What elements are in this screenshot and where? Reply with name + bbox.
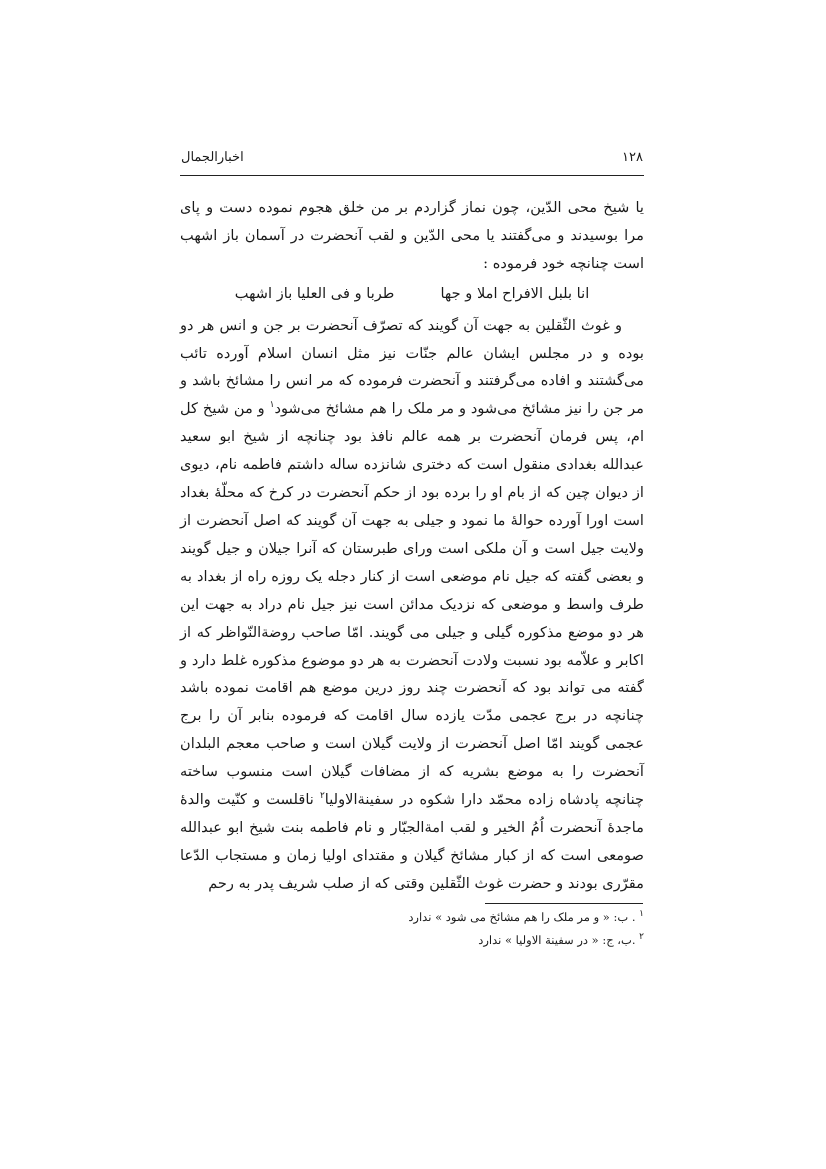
main-text — [180, 194, 644, 898]
verse-hemistich-2: طربا و فی العلیا باز اشهب — [234, 284, 395, 302]
footnote-ref-1[interactable]: ۱ — [269, 400, 275, 411]
page-header — [181, 150, 643, 165]
footnote-1 — [300, 906, 644, 929]
page-number: ۱۲۸ — [622, 150, 643, 165]
paragraph-2-part-b: و من شیخ کل ام، پس فرمان آنحضرت بر همه عالم نافذ بود چنانچه از شیخ ابو سعید عبدالله بغدادی منقول است که دختری شانزده ساله داشتم فاطمه نام، دیوی از دیوان چین که از بام او را برده بود از حکم آنحضرت در کرخ که محلّهٔ بغداد است اورا آورده حوالهٔ ما نمود و جیلی به جهت آن گویند که اصل آنحضرت از ولایت جیل است و آن ملکی است ورای طبرستان که آنرا جیلان و جیل گویند و بعضی گفته که جیل نام موضعی است از کنار دجله یک روزه راه از بغداد به طرف واسط و موضعی که نزدیک مدائن است نیز جیل نام دراد به جهت این هر دو موضع مذکوره گیلی و جیلی می گویند. امّا صاحب روضةالنّواظر که از اکابر و علاّمه بود نسبت ولادت آنحضرت به هر دو موضوع مذکوره غلط دارد و گفته می تواند بود که آنحضرت چند روز درین موضع هم اقامت نموده باشد چنانچه در برج عجمی مدّت یازده سال اقامت که فرموده بنابر آن را برج عجمی گویند امّا اصل آنحضرت از ولایت گیلان است و صاحب معجم البلدان آنحضرت را به موضع بشریه که از مضافات گیلان است منسوب ساخته چنانچه پادشاه زاده محمّد دارا شکوه در سفینةالاولیا — [180, 400, 645, 809]
footnote-2-text: .ب، ج: « در سفینة الاولیا » ندارد — [478, 933, 636, 947]
paragraph-2-part-a: و غوث الثّقلین به جهت آن گویند که تصرّف آنحضرت بر جن و انس هر دو بوده و در مجلس ایشان عالم جنّات نیز مثل انسان اسلام آورده تائب می‌گشتند و افاده می‌گرفتند و آنحضرت فرموده که مر انس را مشائخ باشد و مر جن را نیز مشائخ می‌شود و مر ملک را هم مشائخ می‌شود — [180, 316, 644, 418]
paragraph-1: یا شیخ محی الدّین، چون نماز گزاردم بر من خلق هجوم نموده دست و پای مرا بوسیدند و می‌گفتند یا محی الدّین و لقب آنحضرت در آسمان باز اشهب است چنانچه خود فرموده : — [180, 199, 644, 272]
footnote-1-marker: ۱ — [639, 909, 644, 920]
footnote-1-text: . ب: « و مر ملک را هم مشائخ می شود » ندارد — [408, 910, 636, 924]
verse-line — [180, 280, 644, 308]
footnote-2 — [300, 929, 644, 952]
footnote-ref-2[interactable]: ۲ — [319, 791, 325, 802]
footnotes — [300, 906, 644, 952]
verse-hemistich-1: انا بلبل الافراح املا و جها — [440, 284, 590, 302]
running-title: اخبارالجمال — [181, 150, 244, 165]
header-rule — [180, 175, 644, 176]
footnote-2-marker: ۲ — [639, 932, 644, 943]
paragraph-2 — [180, 312, 644, 898]
paragraph-2-part-c: ناقلست و کنّیت والدهٔ ماجدهٔ آنحضرت اُمُ الخیر و لقب امةالجبّار و نام فاطمه بنت شیخ ابو عبدالله صومعی است که از کبار مشائخ گیلان و مقتدای اولیا زمان و مستجاب الدّعا مقرّری بودند و حضرت غوث الثّقلین وقتی که از صلب شریف پدر به رحم — [180, 791, 644, 892]
footnote-rule — [485, 903, 643, 904]
